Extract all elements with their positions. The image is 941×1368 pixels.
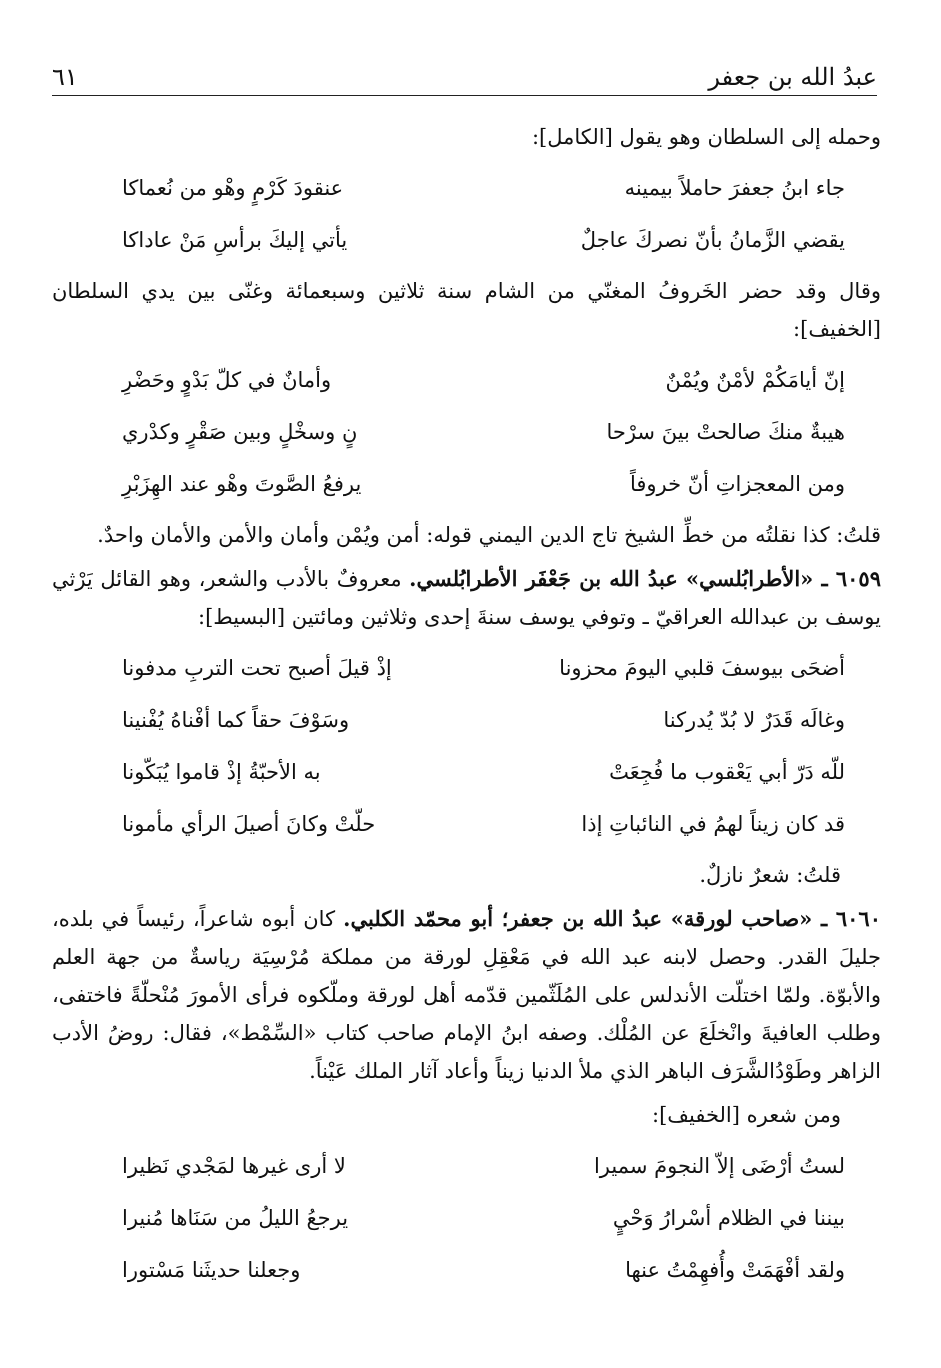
verse-first-hemistich: هيبةٌ منكَ صالحتْ بينَ سرْحا <box>606 420 845 444</box>
running-header <box>52 58 877 96</box>
page-number: ٦١ <box>52 63 78 91</box>
paragraph: قلتُ: كذا نقلتُه من خطِّ الشيخ تاج الدين اليمني قوله: أمن ويُمْن وأمان والأمن والأمان واحدٌ. <box>97 523 881 547</box>
verse-first-hemistich: جاء ابنُ جعفرَ حاملاً بيمينه <box>624 176 845 200</box>
verse-line <box>52 1192 881 1244</box>
entry-heading: ٦٠٥٩ ـ «الأطرابُلسي» عبدُ الله بن جَعْفَر الأطرابُلسي. <box>409 566 881 591</box>
verse-second-hemistich: وأمانٌ في كلّ بَدْوٍ وحَضْرِ <box>122 368 332 392</box>
verse-first-hemistich: أضحَى بيوسفَ قلبي اليومَ محزونا <box>559 656 845 680</box>
running-title: عبدُ الله بن جعفر <box>708 63 877 91</box>
verse-second-hemistich: وسَوْفَ حقاً كما أفْناهُ يُفْنينا <box>122 708 350 732</box>
verse-second-hemistich: يرفعُ الصَّوتَ وهْو عند الهِزَبْرِ <box>122 472 362 496</box>
verse-line <box>52 694 881 746</box>
poem-block <box>52 642 881 850</box>
verse-line <box>52 406 881 458</box>
verse-second-hemistich: وجعلنا حديثَنا مَسْتورا <box>122 1258 301 1282</box>
paragraph: وقال وقد حضر الخَروفُ المغنّي من الشام سنة ثلاثين وسبعمائة وغنّى بين يدي السلطان [الخفيف]: <box>52 279 881 341</box>
biography-entry <box>52 560 881 636</box>
poem-block <box>52 1140 881 1296</box>
verse-line <box>52 1244 881 1296</box>
verse-first-hemistich: قد كان زيناً لهمُ في النائباتِ إذا <box>581 812 845 836</box>
poem-block <box>52 162 881 266</box>
verse-second-hemistich: نٍ وسخْلٍ وبين صَقْرٍ وكدْري <box>122 420 358 444</box>
verse-first-hemistich: ومن المعجزاتِ أنّ خروفاً <box>629 472 845 496</box>
verse-first-hemistich: لستُ أرْضَى إلاّ النجومَ سميرا <box>593 1154 845 1178</box>
biography-entry <box>52 900 881 1090</box>
paragraph: قلتُ: شعرٌ نازلٌ. <box>699 863 841 887</box>
verse-second-hemistich: يأتي إليكَ برأسِ مَنْ عاداكا <box>122 228 348 252</box>
verse-line <box>52 642 881 694</box>
verse-line <box>52 746 881 798</box>
entry-text: معروفٌ بالأدب والشعر، وهو القائل يَرْثي يوسف بن عبدالله العراقيّ ـ وتوفي يوسف سنةَ إحدى وثلاثين ومائتين [البسيط]: <box>52 567 881 629</box>
entry-heading: ٦٠٦٠ ـ «صاحب لورقة» عبدُ الله بن جعفر؛ أبو محمّد الكلبي. <box>343 906 881 931</box>
verse-first-hemistich: يقضي الزَّمانُ بأنّ نصركَ عاجلٌ <box>580 228 845 252</box>
verse-first-hemistich: وغالَه قَدَرٌ لا بُدّ يُدركنا <box>663 708 845 732</box>
verse-second-hemistich: حلّتْ وكانَ أصيلَ الرأي مأمونا <box>122 812 376 836</box>
paragraph: وحمله إلى السلطان وهو يقول [الكامل]: <box>531 125 881 149</box>
verse-second-hemistich: لا أرى غيرها لمَجْدي نَظيرا <box>122 1154 346 1178</box>
verse-line <box>52 354 881 406</box>
page-body <box>52 118 881 1302</box>
verse-first-hemistich: بيننا في الظلام أسْرارُ وَحْيٍ <box>612 1206 845 1230</box>
paragraph: ومن شعره [الخفيف]: <box>652 1103 841 1127</box>
verse-second-hemistich: به الأحبّةُ إذْ قاموا يُبَكّونا <box>122 760 321 784</box>
entry-text: كان أبوه شاعراً، رئيساً في بلده، جليلَ القدر. وحصل لابنه عبد الله في مَعْقِلِ لورقة من مملكة مُرْسِيَة رياسةٌ من جهة العلم والأبوّة. ولمّا اختلّت الأندلس على المُلَثّمين قدّمه أهل لورقة وملّكوه فرأى الأمورَ مُنْحلّةً فاختفى، وطلب العافيةَ وانْخلَعَ عن المُلْك. وصفه ابنُ الإمام صاحب كتاب «السِّمْط»، فقال: روضُ الأدب الزاهر وطَوْدُالشَّرَف الباهر الذي ملأ الدنيا زيناً وأعاد آثار الملك عَيْناً. <box>52 907 881 1083</box>
verse-line <box>52 162 881 214</box>
poem-block <box>52 354 881 510</box>
verse-line <box>52 214 881 266</box>
verse-first-hemistich: ولقد أفْهَمَتْ وأُفهِمْتُ عنها <box>625 1258 845 1282</box>
verse-second-hemistich: يرجعُ الليلُ من سَنَاها مُنيرا <box>122 1206 349 1230</box>
verse-line <box>52 1140 881 1192</box>
verse-first-hemistich: إنّ أيامَكُمْ لأمْنٌ ويُمْنٌ <box>665 368 845 392</box>
verse-line <box>52 458 881 510</box>
verse-second-hemistich: إذْ قيلَ أصبح تحت التربِ مدفونا <box>122 656 392 680</box>
verse-first-hemistich: للّه دَرّ أبي يَعْقوب ما فُجِعَتْ <box>609 760 845 784</box>
verse-line <box>52 798 881 850</box>
verse-second-hemistich: عنقودَ كَرْمٍ وهْو من نُعماكا <box>122 176 344 200</box>
